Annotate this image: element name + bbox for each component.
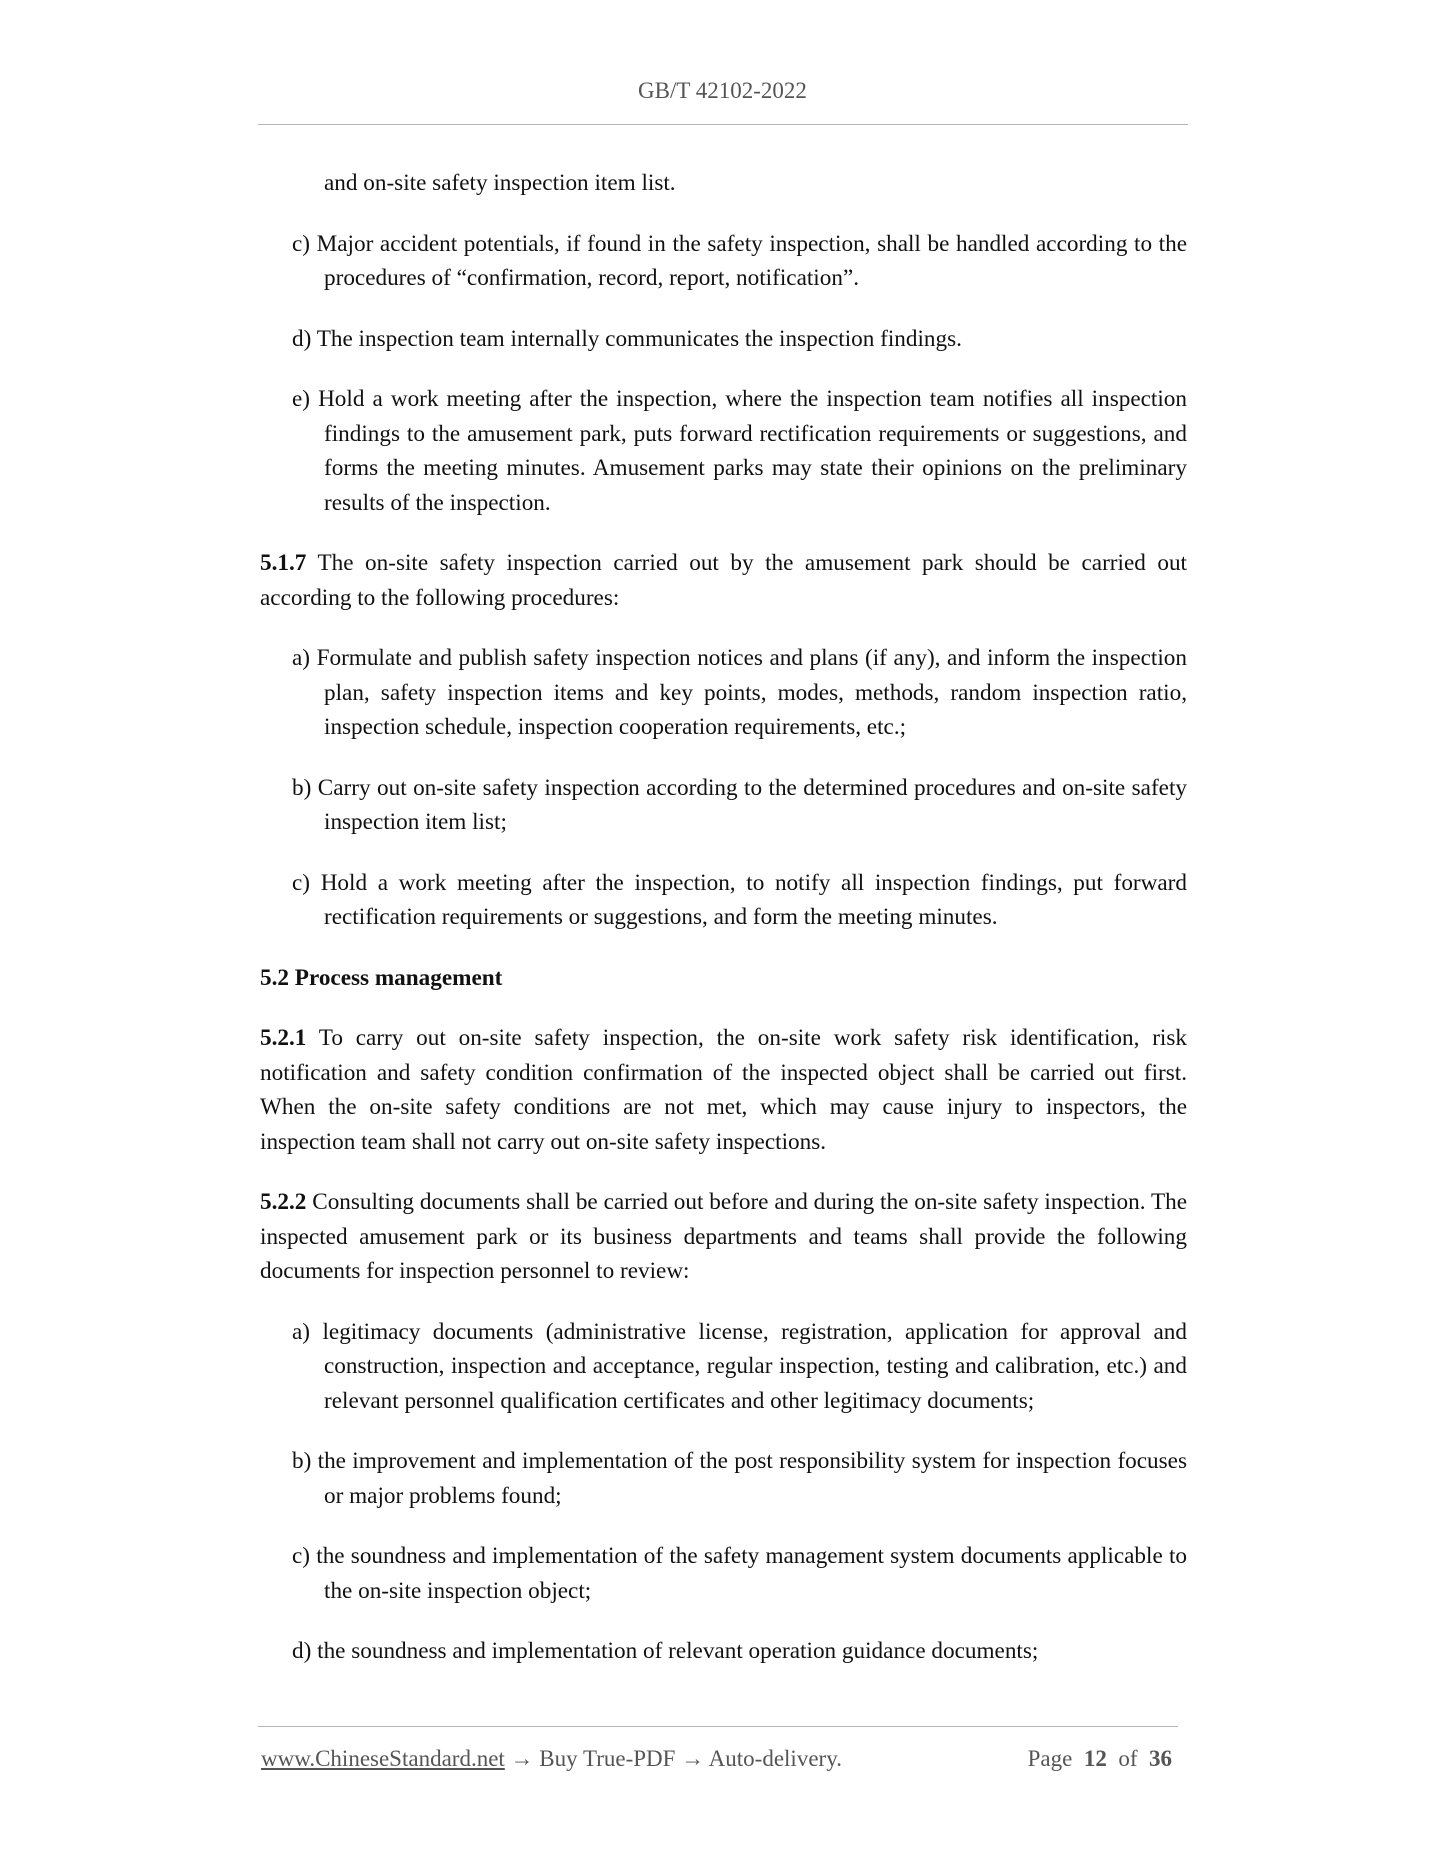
list-item-text: legitimacy documents (administrative license, registration, application for approval and construction, inspection and acceptance, regular inspection, testing and calibration, etc.) and relevant personnel qualification certificates and other legitimacy documents; xyxy=(322,1318,1187,1414)
list-marker: a) xyxy=(292,1318,323,1345)
list-item-text: The inspection team internally communicates the inspection findings. xyxy=(316,325,962,352)
list-marker: b) xyxy=(292,774,318,801)
list-marker: a) xyxy=(292,645,317,671)
list-item-c xyxy=(260,866,1187,935)
list-item-text: Formulate and publish safety inspection notices and plans (if any), and inform the inspection plan, safety inspection items and key points, modes, methods, random inspection ratio, inspection schedule, inspection cooperation requirements, etc.; xyxy=(316,645,1187,740)
page-label: Page xyxy=(1027,1746,1073,1771)
footer-divider xyxy=(258,1726,1178,1727)
clause-text: Consulting documents shall be carried out before and during the on-site safety inspection. The inspected amusement park or its business departments and teams shall provide the following documents for inspection personnel to review: xyxy=(260,1189,1187,1284)
list-item-a xyxy=(260,641,1187,745)
of-label: of xyxy=(1118,1746,1138,1771)
header-divider xyxy=(258,124,1188,125)
list-marker: b) xyxy=(292,1448,318,1474)
list-item-d xyxy=(260,1634,1187,1669)
list-item-text: Hold a work meeting after the inspection, where the inspection team notifies all inspection findings to the amusement park, puts forward rectification requirements or suggestions, and forms the meeting minutes. Amusement parks may state their opinions on the preliminary results of the inspection. xyxy=(318,386,1187,516)
list-item-c xyxy=(260,1539,1187,1608)
list-item-a xyxy=(260,1315,1187,1419)
list-marker: c) xyxy=(292,230,317,257)
clause-number: 5.1.7 xyxy=(260,550,307,576)
current-page-number: 12 xyxy=(1083,1746,1107,1771)
list-item-text: Hold a work meeting after the inspection, to notify all inspection findings, put forward rectification requirements or suggestions, and form the meeting minutes. xyxy=(320,869,1187,930)
list-item-text: the improvement and implementation of the post responsibility system for inspection focuses or major problems found; xyxy=(317,1448,1187,1509)
list-item-b xyxy=(260,771,1187,840)
section-heading-5-2: 5.2 Process management xyxy=(260,964,503,991)
auto-delivery-text: Auto-delivery. xyxy=(708,1746,842,1771)
clause-text: The on-site safety inspection carried out by the amusement park should be carried out according to the following procedures: xyxy=(260,550,1187,611)
clause-5-2-2 xyxy=(260,1185,1187,1289)
list-item-text: Carry out on-site safety inspection according to the determined procedures and on-site safety inspection item list; xyxy=(317,774,1187,835)
list-item-d xyxy=(260,322,1187,357)
list-item-b xyxy=(260,1444,1187,1513)
clause-text: To carry out on-site safety inspection, the on-site work safety risk identification, risk notification and safety condition confirmation of the inspected object shall be carried out first. When the on-site safety conditions are not met, which may cause injury to inspectors, the inspection team shall not carry out on-site safety inspections. xyxy=(260,1025,1187,1155)
footer-promo xyxy=(261,1746,842,1772)
list-marker: c) xyxy=(292,869,321,896)
clause-5-1-7 xyxy=(260,546,1187,615)
list-marker: c) xyxy=(292,1543,317,1569)
list-item-text: Major accident potentials, if found in the safety inspection, shall be handled according to the procedures of “confirmation, record, report, notification”. xyxy=(316,230,1187,291)
arrow-right-icon: → xyxy=(675,1746,709,1771)
list-item-e xyxy=(260,382,1187,520)
clause-5-2-1 xyxy=(260,1021,1187,1159)
list-marker: d) xyxy=(292,1638,318,1664)
buy-pdf-text: Buy True-PDF xyxy=(539,1746,676,1771)
paragraph-text: and on-site safety inspection item list. xyxy=(324,170,676,196)
total-pages: 36 xyxy=(1149,1746,1172,1771)
list-marker: d) xyxy=(292,325,317,352)
list-item-text: the soundness and implementation of the safety management system documents applicable to the on-site inspection object; xyxy=(316,1543,1188,1604)
page-counter xyxy=(1028,1746,1172,1772)
arrow-right-icon: → xyxy=(504,1746,540,1771)
list-marker: e) xyxy=(292,386,319,412)
continued-list-item xyxy=(260,166,1187,201)
website-link[interactable]: www.ChineseStandard.net xyxy=(261,1746,505,1771)
list-item-text: the soundness and implementation of relevant operation guidance documents; xyxy=(317,1638,1039,1664)
document-body xyxy=(260,166,1187,1695)
clause-number: 5.2.2 xyxy=(260,1189,307,1215)
clause-number: 5.2.1 xyxy=(260,1025,307,1051)
list-item-c xyxy=(260,227,1187,296)
document-header-title: GB/T 42102-2022 xyxy=(638,78,807,103)
